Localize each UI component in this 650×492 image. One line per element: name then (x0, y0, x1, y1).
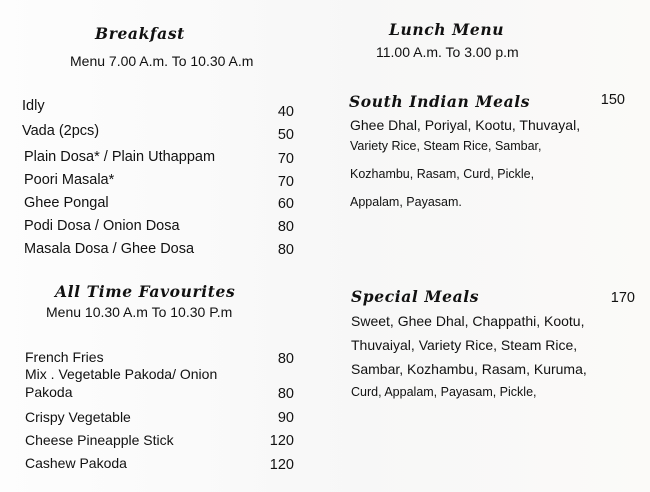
breakfast-timing: Menu 7.00 A.m. To 10.30 A.m (70, 53, 254, 69)
menu-item-price: 50 (277, 127, 294, 143)
menu-item-name: Vada (2pcs) (22, 123, 100, 139)
south-indian-price: 150 (600, 92, 625, 108)
lunch-timing: 11.00 A.m. To 3.00 p.m (376, 44, 519, 60)
meal-description-line: Ghee Dhal, Poriyal, Kootu, Thuvayal, (350, 117, 581, 133)
menu-item-price: 80 (277, 351, 294, 367)
lunch-title: Lunch Menu (389, 20, 505, 39)
south-indian-title: South Indian Meals (349, 92, 531, 111)
menu-item-name: French Fries (25, 349, 104, 365)
breakfast-title: Breakfast (95, 24, 185, 43)
menu-item-name: Masala Dosa / Ghee Dosa (24, 241, 195, 257)
menu-item-name: Plain Dosa* / Plain Uthappam (24, 149, 216, 165)
all-time-title: All Time Favourites (55, 282, 236, 301)
meal-description-line: Curd, Appalam, Payasam, Pickle, (351, 385, 537, 399)
meal-description-line: Thuvaiyal, Variety Rice, Steam Rice, (351, 337, 578, 353)
menu-item-name: Ghee Pongal (24, 195, 109, 211)
menu-item-price: 40 (277, 104, 294, 120)
all-time-timing: Menu 10.30 A.m To 10.30 P.m (46, 304, 233, 320)
meal-description-line: Sweet, Ghee Dhal, Chappathi, Kootu, (351, 313, 585, 329)
menu-item-price: 120 (269, 433, 294, 449)
menu-item-name: Poori Masala* (24, 172, 115, 188)
menu-item-name: Crispy Vegetable (25, 409, 131, 425)
menu-item-price: 80 (277, 219, 294, 235)
meal-description-line: Kozhambu, Rasam, Curd, Pickle, (350, 167, 535, 181)
menu-item-name: Pakoda (25, 384, 73, 400)
special-meals-title: Special Meals (351, 287, 480, 306)
menu-item-price: 70 (277, 174, 294, 190)
menu-item-price: 80 (277, 242, 294, 258)
menu-item-name: Idly (22, 98, 45, 114)
menu-item-name: Cashew Pakoda (25, 455, 127, 471)
meal-description-line: Sambar, Kozhambu, Rasam, Kuruma, (351, 361, 587, 377)
special-meals-price: 170 (610, 290, 635, 306)
menu-item-price: 60 (277, 196, 294, 212)
menu-item-name: Mix . Vegetable Pakoda/ Onion (25, 366, 218, 382)
menu-item-price: 70 (277, 151, 294, 167)
menu-item-name: Cheese Pineapple Stick (25, 432, 174, 448)
menu-item-price: 90 (277, 410, 294, 426)
menu-item-name: Podi Dosa / Onion Dosa (24, 218, 180, 234)
menu-item-price: 120 (269, 457, 294, 473)
menu-item-price: 80 (277, 386, 294, 402)
meal-description-line: Variety Rice, Steam Rice, Sambar, (350, 139, 542, 153)
meal-description-line: Appalam, Payasam. (350, 195, 462, 209)
